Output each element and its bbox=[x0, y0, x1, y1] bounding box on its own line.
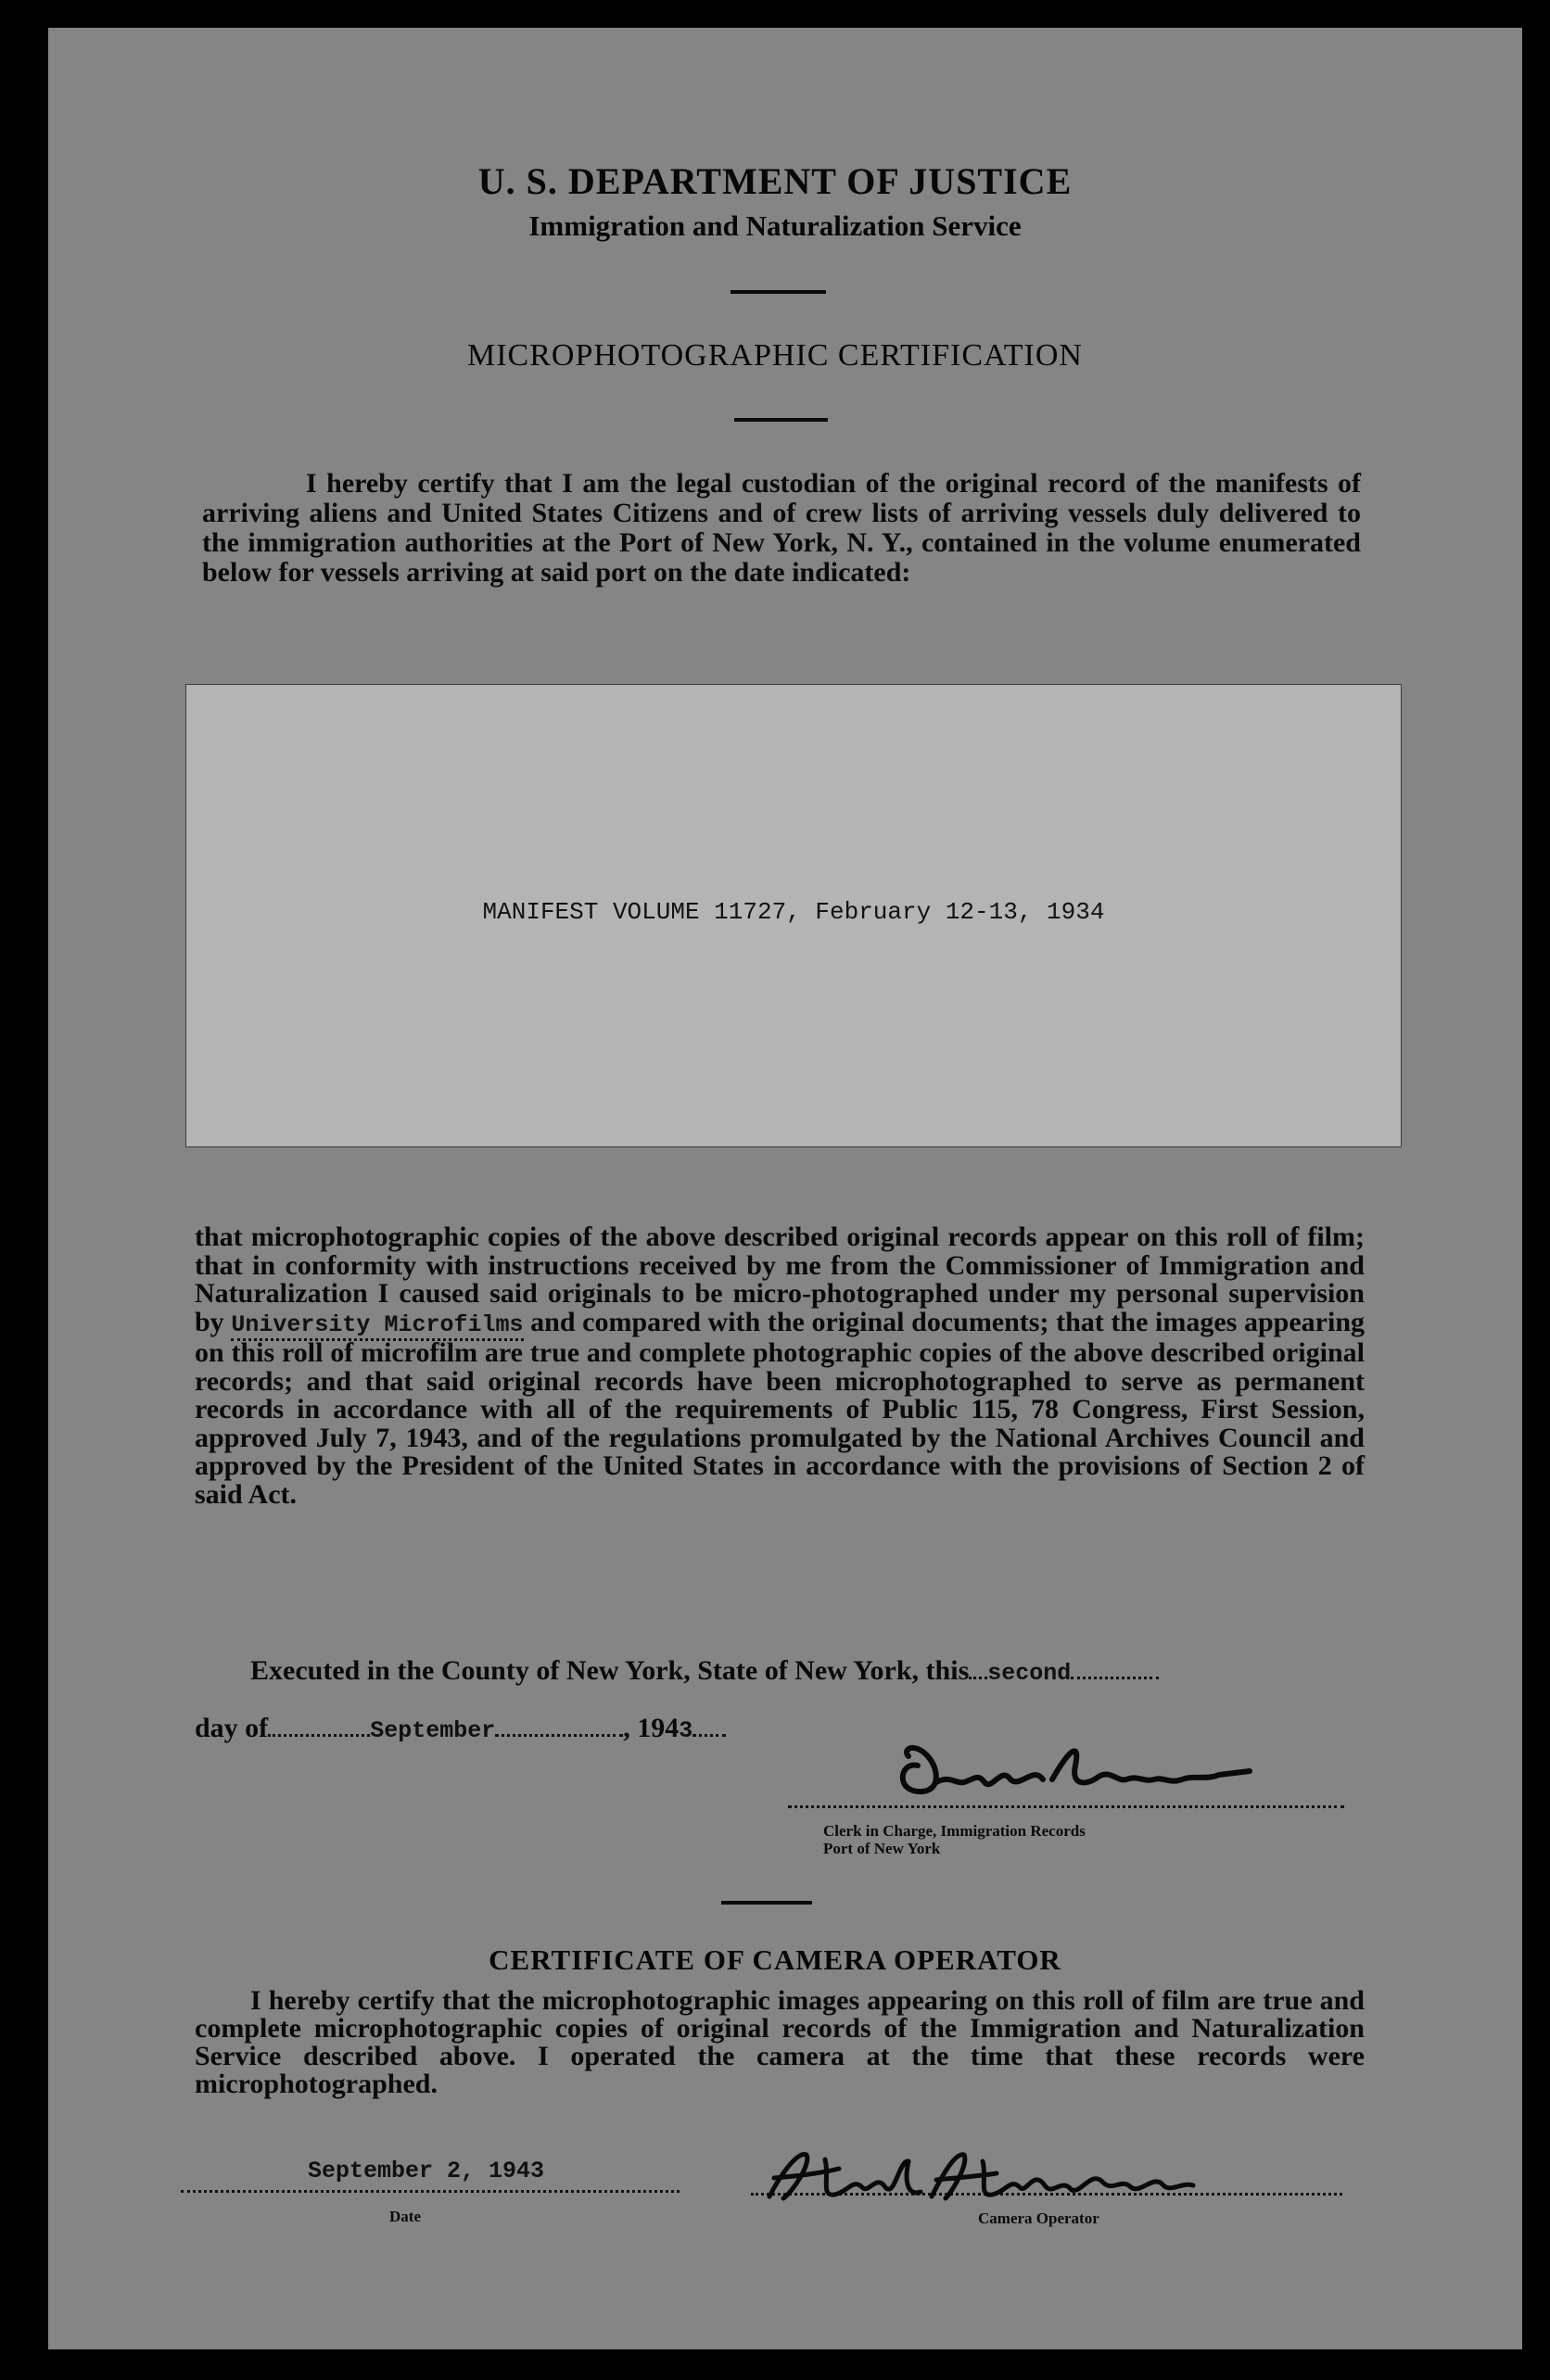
date-line bbox=[181, 2190, 680, 2193]
certification-heading: MICROPHOTOGRAPHIC CERTIFICATION bbox=[466, 338, 1083, 373]
execution-month-value: September bbox=[370, 1717, 496, 1744]
camera-operator-paragraph: I hereby certify that the microphotographic images appearing on this roll of film are true and complete microphotographic copies of original records of the Immigration and Naturalization Service described above. I operated the camera at the time that these records were microphotographed. bbox=[195, 1985, 1365, 2099]
divider-rule bbox=[734, 418, 828, 422]
body-text-part2: and compared with the original documents; that the images appearing on this roll of microfilm are true and complete photographic copies of the above described original records; and that said original records have been microphotographed to serve as permanent records in accordance with all of the requirements of Public 115, 78 Congress, First Session, approved July 7, 1943, and of the regulations promulgated by the National Archives Council and approved by the President of the United States in accordance with the provisions of Section 2 of said Act. bbox=[195, 1306, 1365, 1510]
operator-date-value: September 2, 1943 bbox=[308, 2158, 545, 2184]
clerk-caption-line2: Port of New York bbox=[823, 1840, 941, 1857]
body-text-part1: that microphotographic copies of the above described original records appear on this roll of film; that in conformity with instructions received by me from the Commissioner of Immigration and Naturalization I caused said originals to be micro-photographed under my personal supervision by bbox=[195, 1222, 1365, 1337]
day-of-line bbox=[195, 1713, 726, 1744]
year-suffix: 3 bbox=[679, 1717, 693, 1744]
execution-line bbox=[250, 1655, 1159, 1687]
service-subtitle: Immigration and Naturalization Service bbox=[528, 209, 1022, 242]
execution-day-value: second bbox=[987, 1660, 1072, 1687]
certification-body-paragraph bbox=[195, 1223, 1365, 1509]
camera-operator-label: Camera Operator bbox=[978, 2209, 1099, 2227]
camera-operator-heading: CERTIFICATE OF CAMERA OPERATOR bbox=[489, 1943, 1061, 1976]
clerk-signature bbox=[881, 1728, 1270, 1812]
divider-rule bbox=[731, 290, 826, 294]
divider-rule bbox=[721, 1901, 812, 1905]
date-label: Date bbox=[389, 2208, 421, 2225]
day-of-label: day of bbox=[195, 1713, 269, 1743]
execution-text: Executed in the County of New York, State of New York, this bbox=[250, 1655, 970, 1686]
intro-paragraph: I hereby certify that I am the legal custodian of the original record of the manifests of arriving aliens and United States Citizens and of crew lists of arriving vessels duly delivered to the immigration authorities at the Port of New York, N. Y., contained in the volume enumerated below for vessels arriving at said port on the date indicated: bbox=[202, 468, 1361, 588]
manifest-insert-panel bbox=[185, 684, 1402, 1147]
operator-signature bbox=[756, 2141, 1312, 2215]
department-title: U. S. DEPARTMENT OF JUSTICE bbox=[477, 160, 1073, 202]
year-prefix: , 194 bbox=[623, 1713, 680, 1743]
microfilm-company-field: University Microfilms bbox=[231, 1311, 523, 1341]
manifest-volume-entry: MANIFEST VOLUME 11727, February 12-13, 1934 bbox=[482, 898, 1105, 926]
clerk-caption-line1: Clerk in Charge, Immigration Records bbox=[823, 1822, 1086, 1840]
